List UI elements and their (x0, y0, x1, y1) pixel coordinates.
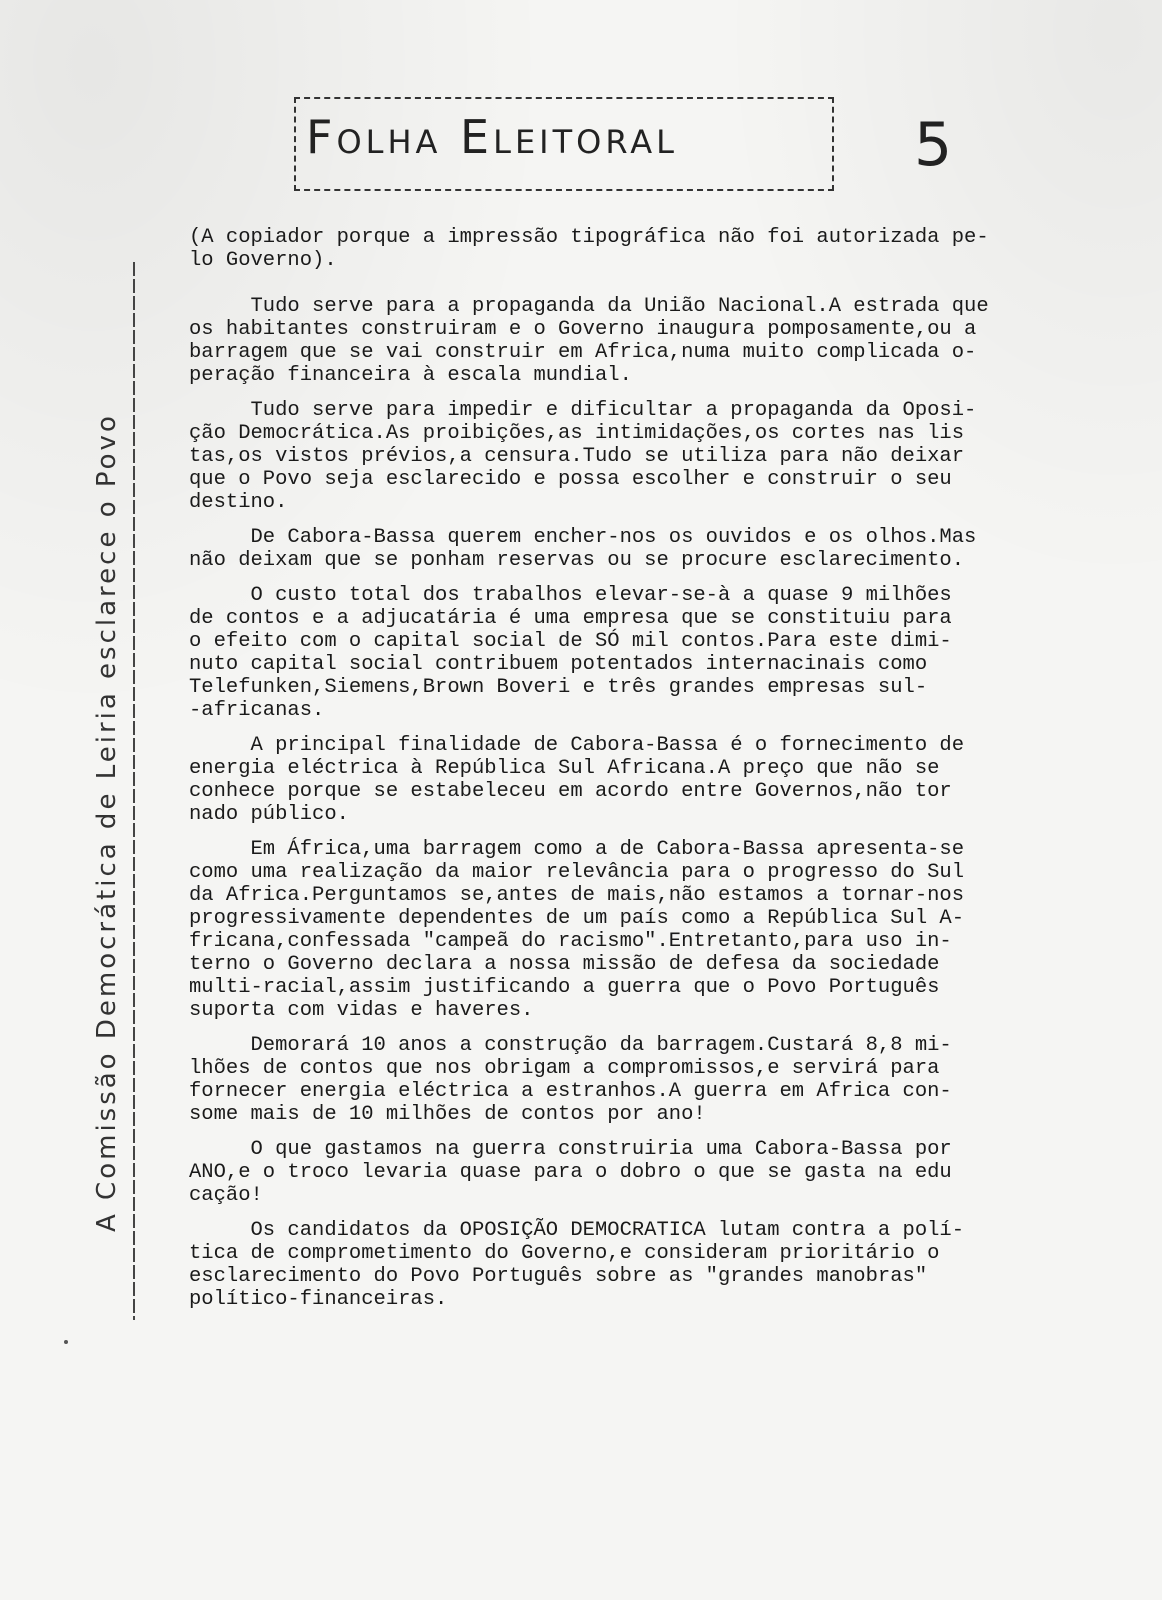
paragraph (189, 1034, 1089, 1126)
text-line: esclarecimento do Povo Português sobre as "grandes manobras" (189, 1265, 928, 1288)
text-line: que o Povo seja esclarecido e possa escolher e construir o seu (189, 468, 952, 491)
text-line: multi-racial,assim justificando a guerra que o Povo Português (189, 976, 940, 999)
text-line: Em África,uma barragem como a de Cabora-Bassa apresenta-se (189, 838, 965, 861)
text-line: conhece porque se estabeleceu em acordo entre Governos,não tor (189, 780, 952, 803)
text-line: Tudo serve para impedir e dificultar a propaganda da Oposi- (189, 399, 977, 422)
paragraph-list (189, 295, 1089, 1311)
text-line: ANO,e o troco levaria quase para o dobro o que se gasta na edu (189, 1161, 952, 1184)
paragraph (189, 526, 1089, 572)
text-line: terno o Governo declara a nossa missão de defesa da sociedade (189, 953, 940, 976)
text-line: tas,os vistos prévios,a censura.Tudo se utiliza para não deixar (189, 445, 965, 468)
text-line: nuto capital social contribuem potentados internacinais como (189, 653, 928, 676)
text-line: Tudo serve para a propaganda da União Nacional.A estrada que (189, 295, 989, 318)
text-line: de contos e a adjucatária é uma empresa que se constituiu para (189, 607, 952, 630)
paragraph (189, 734, 1089, 826)
text-line: fricana,confessada "campeã do racismo".Entretanto,para uso in- (189, 930, 952, 953)
text-line: o efeito com o capital social de SÓ mil contos.Para este dimi- (189, 630, 952, 653)
paragraph (189, 584, 1089, 722)
paragraph (189, 1138, 1089, 1207)
intro-note (189, 226, 1089, 272)
masthead-title: Folha Eleitoral (306, 110, 678, 164)
text-line: O que gastamos na guerra construiria uma Cabora-Bassa por (189, 1138, 952, 1161)
text-line: energia eléctrica à República Sul Africana.A preço que não se (189, 757, 940, 780)
text-line: político-financeiras. (189, 1288, 448, 1311)
text-line: A principal finalidade de Cabora-Bassa é o fornecimento de (189, 734, 965, 757)
text-line: De Cabora-Bassa querem encher-nos os ouvidos e os olhos.Mas (189, 526, 977, 549)
text-line: destino. (189, 491, 288, 514)
issue-number: 5 (914, 110, 953, 180)
text-line: Demorará 10 anos a construção da barragem.Custará 8,8 mi- (189, 1034, 952, 1057)
text-line: da Africa.Perguntamos se,antes de mais,não estamos a tornar-nos (189, 884, 965, 907)
text-line: Os candidatos da OPOSIÇÃO DEMOCRATICA lutam contra a polí- (189, 1219, 965, 1242)
text-line: barragem que se vai construir em Africa,numa muito complicada o- (189, 341, 977, 364)
text-line: cação! (189, 1184, 263, 1207)
text-line: suporta com vidas e haveres. (189, 999, 534, 1022)
text-line: tica de comprometimento do Governo,e consideram prioritário o (189, 1242, 940, 1265)
text-line: ção Democrática.As proibições,as intimidações,os cortes nas lis (189, 422, 965, 445)
text-line: O custo total dos trabalhos elevar-se-à a quase 9 milhões (189, 584, 952, 607)
paragraph (189, 838, 1089, 1022)
sidebar-slogan: A Comissão Democrática de Leiria esclarece o Povo (92, 413, 122, 1232)
paragraph (189, 399, 1089, 514)
text-line: progressivamente dependentes de um país como a República Sul A- (189, 907, 965, 930)
text-line: nado público. (189, 803, 349, 826)
text-line: Telefunken,Siemens,Brown Boveri e três grandes empresas sul- (189, 676, 928, 699)
margin-rule (133, 262, 135, 1320)
text-line: fornecer energia eléctrica a estranhos.A guerra em Africa con- (189, 1080, 952, 1103)
text-line: -africanas. (189, 699, 325, 722)
text-line: (A copiador porque a impressão tipográfica não foi autorizada pe- (189, 226, 989, 249)
text-line: peração financeira à escala mundial. (189, 364, 632, 387)
paragraph (189, 295, 1089, 387)
ink-dot (64, 1340, 68, 1344)
paragraph (189, 1219, 1089, 1311)
text-line: não deixam que se ponham reservas ou se procure esclarecimento. (189, 549, 965, 572)
text-line: como uma realização da maior relevância para o progresso do Sul (189, 861, 965, 884)
text-line: lo Governo). (189, 249, 337, 272)
text-line: os habitantes construiram e o Governo inaugura pomposamente,ou a (189, 318, 977, 341)
article-body (189, 226, 1089, 1323)
text-line: some mais de 10 milhões de contos por ano! (189, 1103, 706, 1126)
text-line: lhões de contos que nos obrigam a compromissos,e servirá para (189, 1057, 940, 1080)
